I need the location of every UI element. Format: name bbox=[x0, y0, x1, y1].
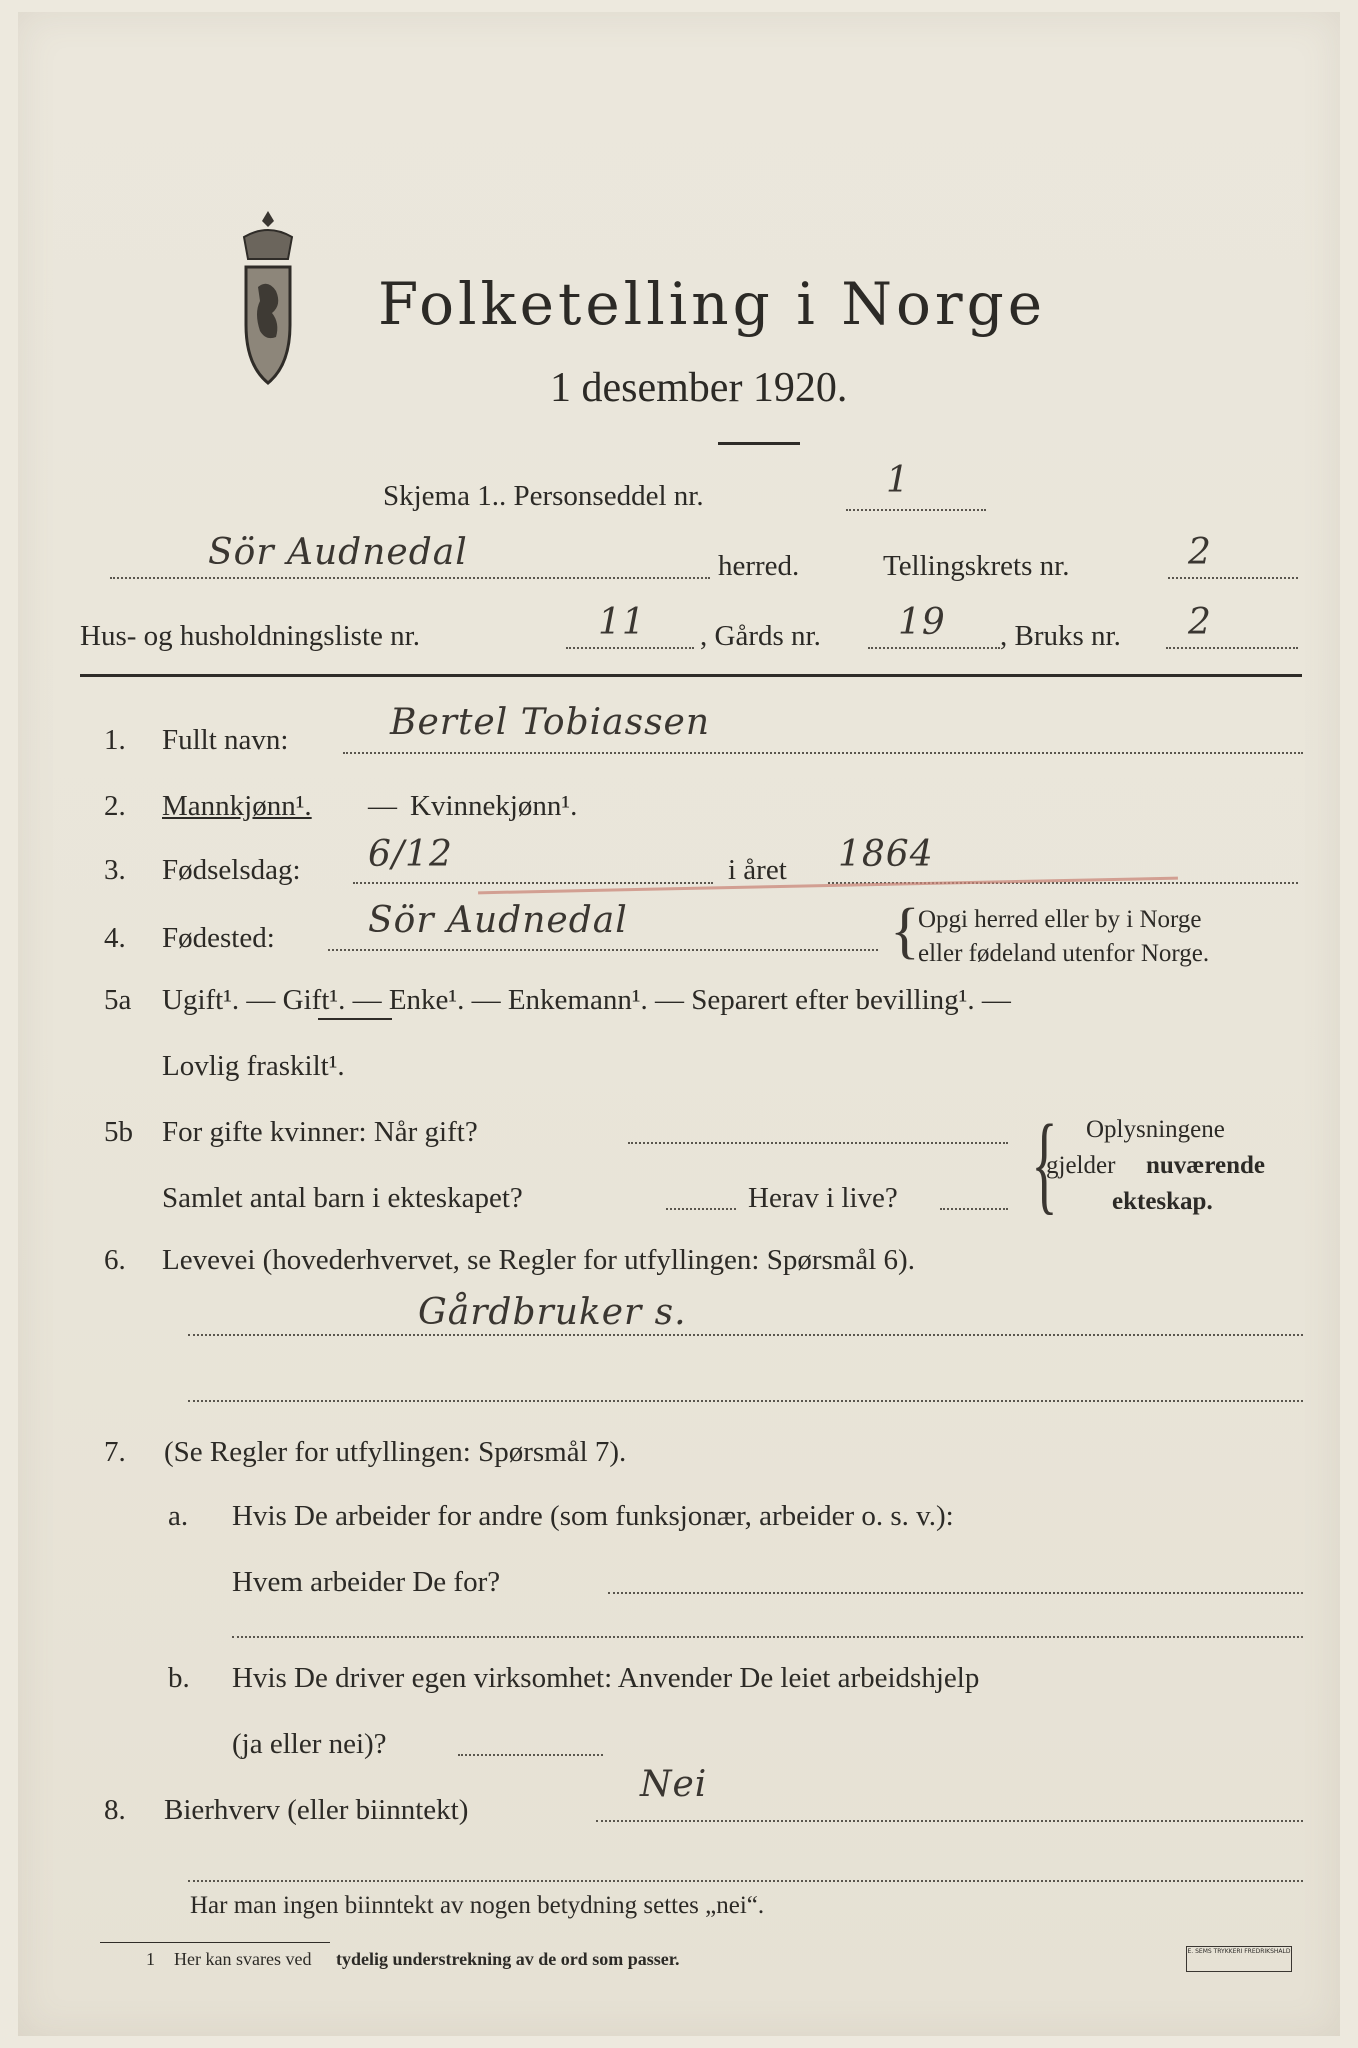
printer-stamp bbox=[1186, 1946, 1292, 1972]
header-separator bbox=[80, 674, 1302, 677]
q3-date-field-line bbox=[353, 882, 713, 884]
skjema-label: Skjema 1.. Personseddel nr. bbox=[383, 480, 704, 512]
q4-field-line bbox=[328, 949, 878, 951]
q4-note-line1: Opgi herred eller by i Norge bbox=[918, 906, 1202, 933]
q2-number: 2. bbox=[104, 790, 126, 822]
form-title: Folketelling i Norge bbox=[378, 270, 1047, 338]
q5b-label1: For gifte kvinner: Når gift? bbox=[162, 1116, 478, 1148]
q4-number: 4. bbox=[104, 922, 126, 954]
q6-value[interactable]: Gårdbruker s. bbox=[418, 1292, 687, 1333]
bruks-label: , Bruks nr. bbox=[1000, 620, 1121, 652]
q7b-number: b. bbox=[168, 1662, 190, 1694]
q4-value[interactable]: Sör Audnedal bbox=[368, 900, 628, 941]
q5b-label3: Herav i live? bbox=[748, 1182, 898, 1214]
footnote-text-b: tydelig understrekning av de ord som passer. bbox=[336, 1949, 680, 1969]
q5b-note-line2b: nuværende bbox=[1146, 1152, 1266, 1179]
q8-field-line bbox=[596, 1820, 1303, 1822]
coat-of-arms-icon bbox=[228, 207, 308, 407]
printer-stamp-text: E. SEMS TRYKKERI FREDRIKSHALD bbox=[1187, 1948, 1291, 1955]
q3-number: 3. bbox=[104, 854, 126, 886]
skjema-field-line bbox=[846, 509, 986, 511]
gards-field-line bbox=[868, 647, 1000, 649]
q8-field-line2 bbox=[188, 1880, 1303, 1882]
q6-field-line2 bbox=[188, 1400, 1303, 1402]
q5b-note-line1: Oplysningene bbox=[1086, 1116, 1225, 1143]
q5a-options-cont[interactable]: Lovlig fraskilt¹. bbox=[162, 1050, 345, 1082]
q5b-married-field-line bbox=[628, 1142, 1008, 1144]
q7b-field-line bbox=[458, 1754, 603, 1756]
gards-value[interactable]: 19 bbox=[898, 602, 946, 643]
q5a-options[interactable]: Ugift¹. — Gift¹. — Enke¹. — Enkemann¹. — Separert efter bevilling¹. — bbox=[162, 984, 1011, 1016]
bruks-value[interactable]: 2 bbox=[1188, 602, 1212, 643]
footnote-divider bbox=[100, 1942, 330, 1943]
q5b-note-line2a: gjelder bbox=[1046, 1152, 1116, 1179]
q1-label: Fullt navn: bbox=[162, 724, 289, 756]
census-form bbox=[18, 12, 1340, 2036]
herred-field-line bbox=[110, 577, 710, 579]
red-pencil-mark bbox=[478, 877, 1178, 895]
q7a-number: a. bbox=[168, 1500, 189, 1532]
husliste-field-line bbox=[566, 647, 694, 649]
q1-value[interactable]: Bertel Tobiassen bbox=[390, 702, 711, 743]
q2-separator: — bbox=[368, 790, 397, 822]
form-date: 1 desember 1920. bbox=[550, 365, 848, 411]
footnote-text-a: Her kan svares ved bbox=[174, 1949, 312, 1969]
q5a-gift-underline bbox=[318, 1018, 392, 1020]
q5b-alive-field-line bbox=[940, 1208, 1008, 1210]
q7b-line2: (ja eller nei)? bbox=[232, 1728, 387, 1760]
q3-year-label: i året bbox=[728, 854, 787, 886]
q2-male[interactable]: Mannkjønn¹. bbox=[162, 790, 312, 822]
q7-label: (Se Regler for utfyllingen: Spørsmål 7). bbox=[164, 1436, 627, 1468]
q7a-line2: Hvem arbeider De for? bbox=[232, 1566, 501, 1598]
q2-female[interactable]: Kvinnekjønn¹. bbox=[410, 790, 578, 822]
q4-note-line2: eller fødeland utenfor Norge. bbox=[918, 940, 1210, 967]
title-divider bbox=[718, 442, 800, 445]
q8-value[interactable]: Nei bbox=[640, 1764, 708, 1805]
q5a-number: 5a bbox=[104, 984, 132, 1016]
q6-field-line1 bbox=[188, 1334, 1303, 1336]
q6-label: Levevei (hovederhvervet, se Regler for utfyllingen: Spørsmål 6). bbox=[162, 1244, 915, 1276]
herred-value[interactable]: Sör Audnedal bbox=[208, 532, 468, 573]
q8-number: 8. bbox=[104, 1794, 126, 1826]
q3-label: Fødselsdag: bbox=[162, 854, 301, 886]
q5b-note-line3: ekteskap. bbox=[1112, 1188, 1213, 1215]
q7a-line1: Hvis De arbeider for andre (som funksjonær, arbeider o. s. v.): bbox=[232, 1500, 954, 1532]
husliste-label: Hus- og husholdningsliste nr. bbox=[80, 620, 420, 652]
q4-label: Fødested: bbox=[162, 922, 275, 954]
q7-number: 7. bbox=[104, 1436, 126, 1468]
q5b-note-brace: { bbox=[1031, 1102, 1058, 1224]
q3-value[interactable]: 6/12 bbox=[368, 834, 453, 875]
skjema-value[interactable]: 1 bbox=[886, 460, 910, 501]
q7a-field-line2 bbox=[232, 1636, 1303, 1638]
tellingskrets-label: Tellingskrets nr. bbox=[883, 550, 1070, 582]
husliste-value[interactable]: 11 bbox=[598, 602, 646, 643]
tellingskrets-field-line bbox=[1168, 577, 1298, 579]
herred-label: herred. bbox=[718, 550, 800, 582]
q6-number: 6. bbox=[104, 1244, 126, 1276]
gards-label: , Gårds nr. bbox=[700, 620, 821, 652]
footnote-number: 1 bbox=[146, 1949, 155, 1969]
footer-note: Har man ingen biinntekt av nogen betydning settes „nei“. bbox=[190, 1892, 765, 1919]
q7a-field-line1 bbox=[608, 1592, 1303, 1594]
tellingskrets-value[interactable]: 2 bbox=[1188, 532, 1212, 573]
q4-note-brace: { bbox=[890, 897, 920, 965]
q7b-line1: Hvis De driver egen virksomhet: Anvender De leiet arbeidshjelp bbox=[232, 1662, 980, 1694]
q8-label: Bierhverv (eller biinntekt) bbox=[164, 1794, 469, 1826]
q3-year-value[interactable]: 1864 bbox=[838, 834, 934, 875]
q1-number: 1. bbox=[104, 724, 126, 756]
q1-field-line bbox=[343, 752, 1303, 754]
q5b-label2: Samlet antal barn i ekteskapet? bbox=[162, 1182, 523, 1214]
q5b-number: 5b bbox=[104, 1116, 133, 1148]
q5b-children-field-line bbox=[666, 1208, 736, 1210]
bruks-field-line bbox=[1166, 647, 1298, 649]
